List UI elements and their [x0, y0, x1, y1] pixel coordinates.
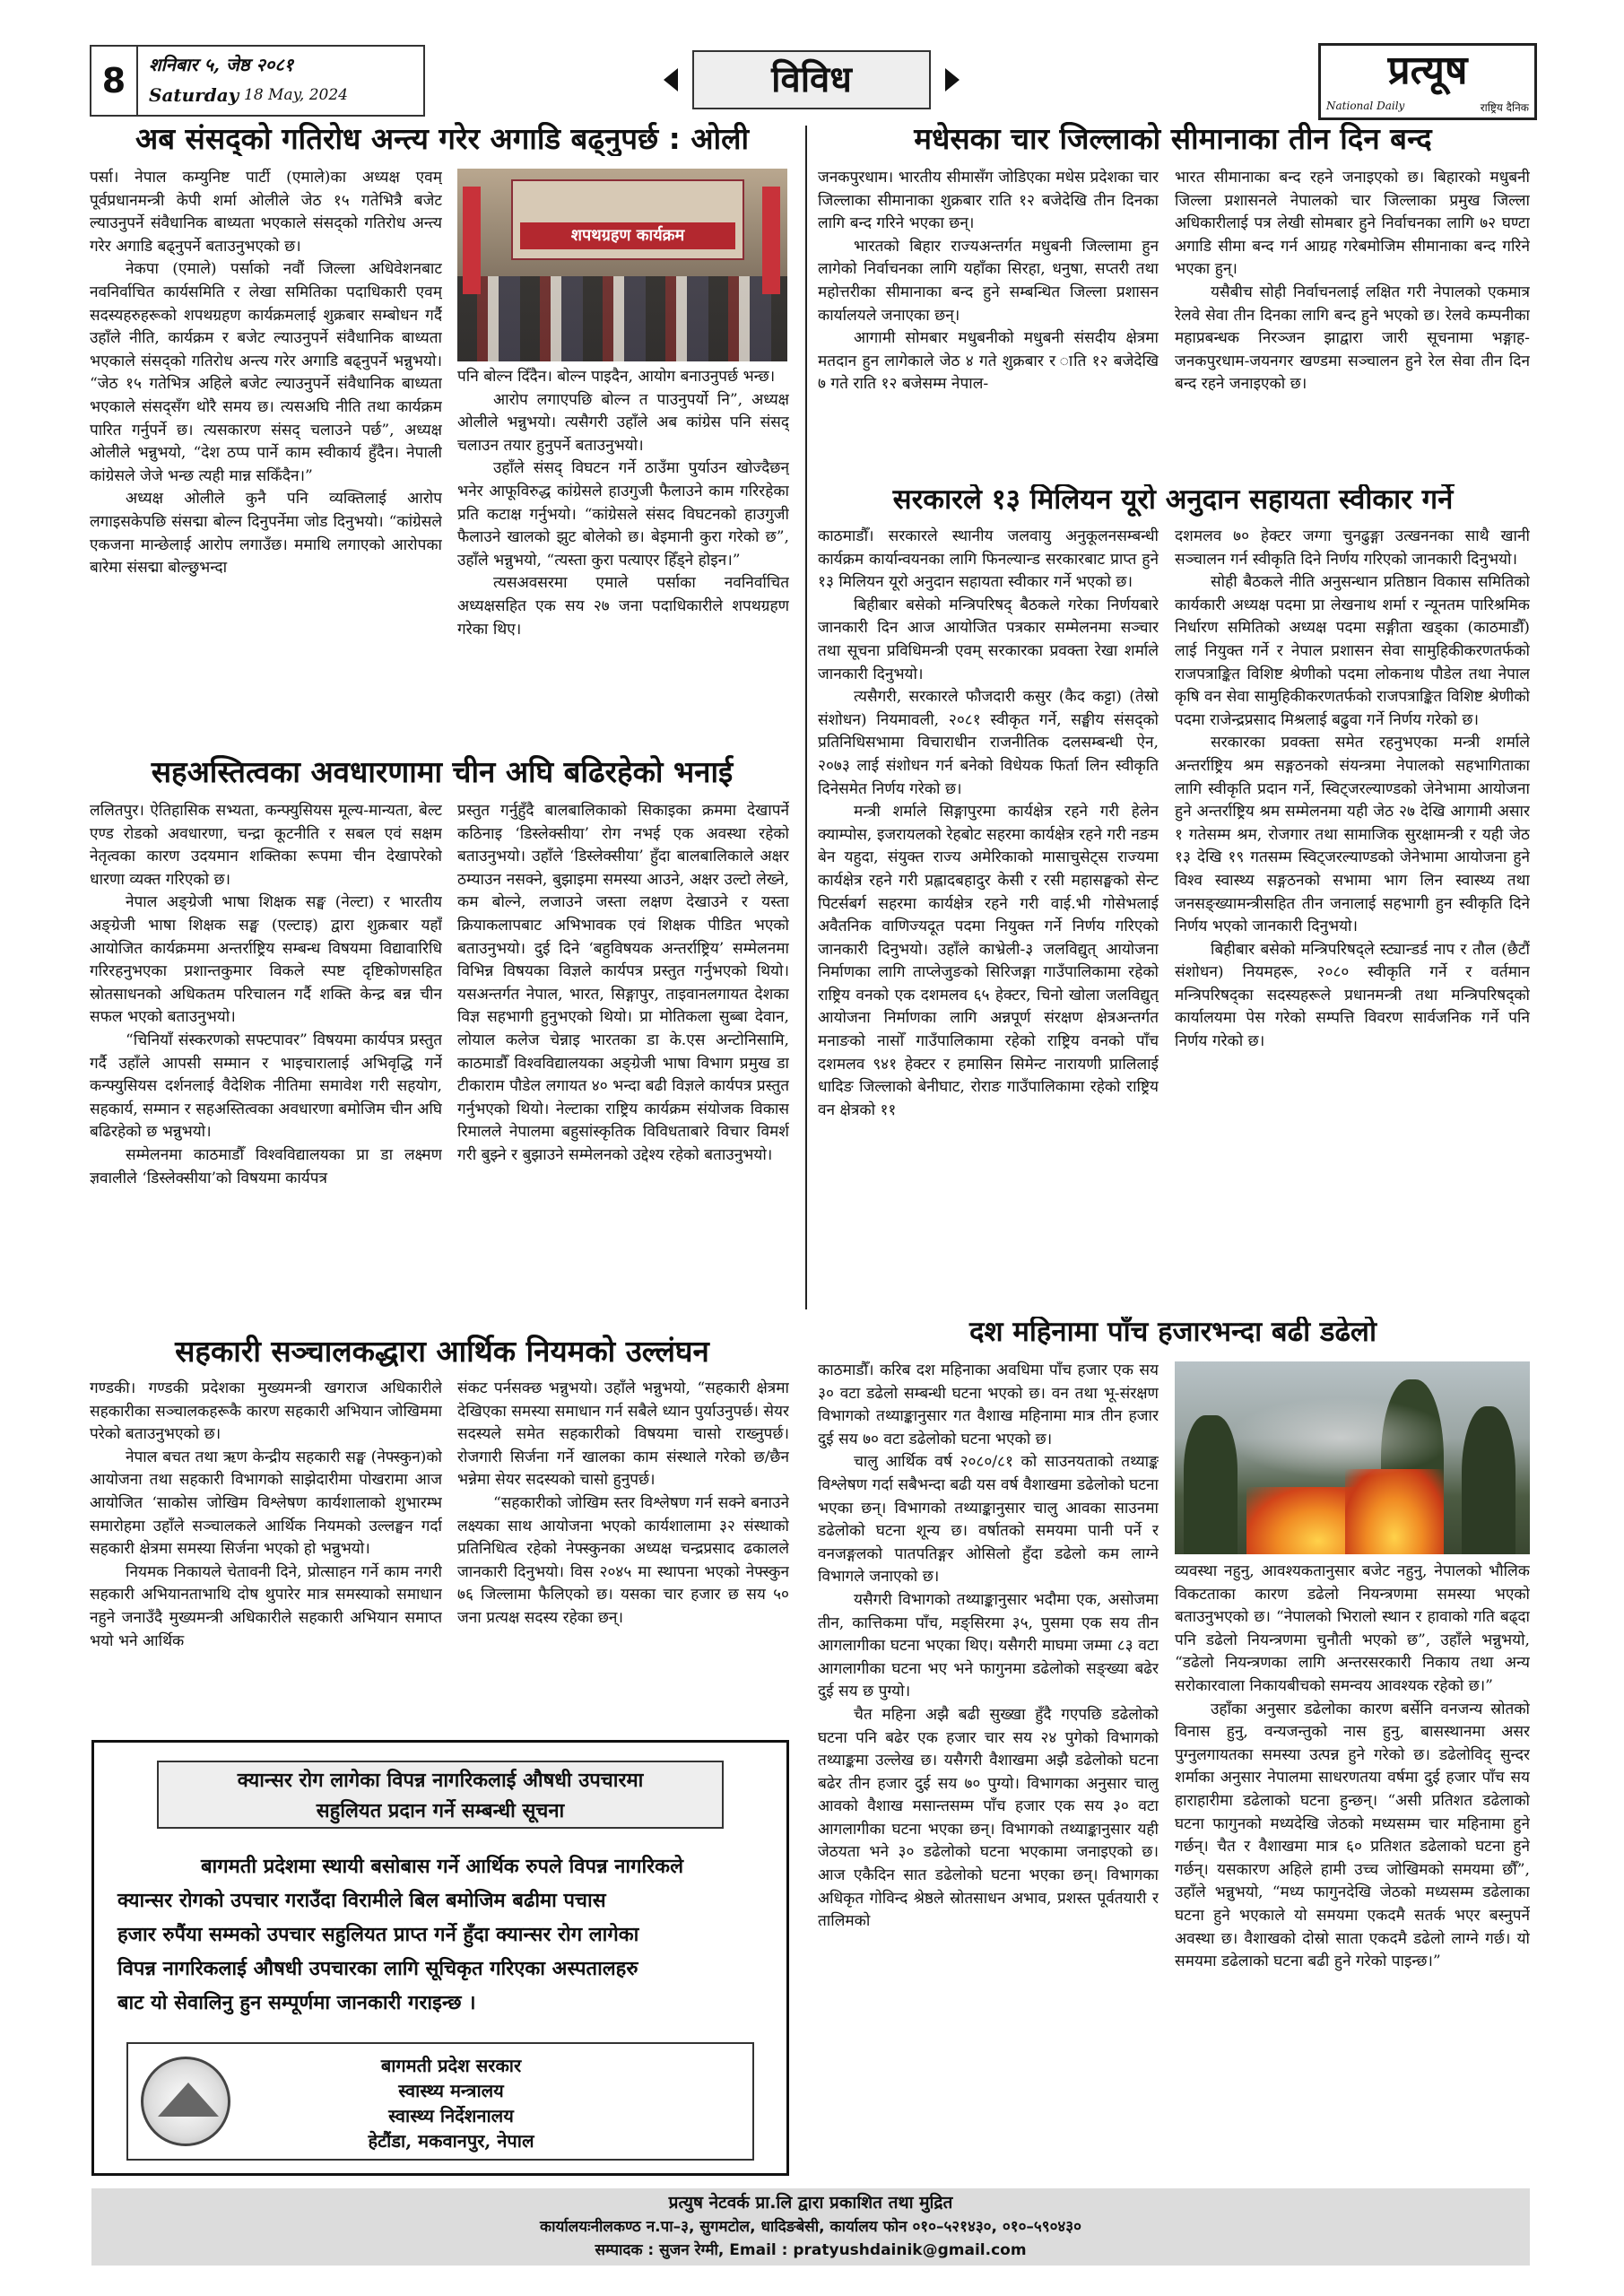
paragraph: उहाँका अनुसार डढेलोका कारण बर्सेनि वनजन्य स्रोतको विनास हुनु, वन्यजन्तुको नास हुनु, बासस्थानमा असर पुग्नुलगायतका समस्या उत्पन्न हुने गरेको छ। डढेलोविद् सुन्दर शर्माका अनुसार नेपालमा साधरणतया वर्षमा दुई हजार पाँच सय हाराहारीमा डढेलाको घटना हुन्छन्। “असी प्रतिशत डढेलाको घटना फागुनको मध्यदेखि जेठको मध्यसम्म चार महिनामा हुने गर्छन्। चैत र वैशाखमा मात्र ६० प्रतिशत डढेलाको घटना हुने गर्छन्। यसकारण अहिले हामी उच्च जोखिमको समयमा छौँ”, उहाँले भन्नुभयो, “मध्य फागुनदेखि जेठको मध्यसम्म डढेलाका घटना हुने भएकाले यो समयमा एकदमै सतर्क भएर बस्नुपर्ने अवस्था छ। वैशाखको दोस्रो साता एकदमै डढेलो लाग्ने गर्छ। यो समयमा डढेलाको घटना बढी हुने गरेको पाइन्छ।”: [1175, 1700, 1530, 1971]
logo-title: प्रत्यूष: [1387, 48, 1468, 93]
footer-editor: सम्पादक : सुजन रेग्मी, Email : pratyushdainik@gmail.com: [595, 2241, 1027, 2259]
paragraph: गण्डकी। गण्डकी प्रदेशका मुख्यमन्त्री खगराज अधिकारीले सहकारीका सञ्चालकहरूकै कारण सहकारी अभियान जोखिममा परेको बताउनुभएको छ।: [90, 1379, 442, 1444]
madhesh-col1: [818, 167, 1159, 476]
logo-subtitle-right: राष्ट्रिय दैनिक: [1480, 101, 1529, 114]
section-banner: [664, 45, 960, 117]
notice-body-line: हजार रुपैंया सम्मको उपचार सहुलियत प्राप्त गर्ने हुँदा क्यान्सर रोग लागेका: [117, 1924, 639, 1946]
crowd-shape: [457, 276, 787, 361]
smoke-shape: [1229, 1397, 1453, 1478]
paragraph: पर्सा। नेपाल कम्युनिष्ट पार्टी (एमाले)का अध्यक्ष एवम् पूर्वप्रधानमन्त्री केपी शर्मा ओलीले जेठ १५ गतेभित्रै बजेट ल्याउनुपर्ने संवैधानिक बाध्यता भएकाले संसद्को गतिरोध अन्त्य गरेर अगाडि बढ्नुपर्ने बताउनुभएको छ।: [90, 169, 442, 256]
madhesh-col2: [1175, 167, 1530, 476]
sahakari-col1: [90, 1378, 442, 1732]
paragraph: “सहकारीको जोखिम स्तर विश्लेषण गर्न सक्ने बनाउने लक्ष्यका साथ आयोजना भएको कार्यशालामा ३२ संस्थाको प्रतिनिधित्व रहेको नेफ्स्कुनका अध्यक्ष चन्द्रप्रसाद ढकालले जानकारी दिनुभयो। विस २०४५ मा स्थापना भएको नेफ्स्कुन ७६ जिल्लामा फैलिएको छ। यसका चार हजार छ सय ५० जना प्रत्यक्ष सदस्य रहेका छन्।: [457, 1493, 789, 1627]
oli-col1: [90, 167, 442, 703]
notice-org-text: [254, 2053, 648, 2153]
emblem-mountain-shape: [158, 2083, 219, 2117]
logo-subtitle-left: National Daily: [1326, 100, 1405, 112]
notice-body-line: बागमती प्रदेशमा स्थायी बसोबास गर्ने आर्थिक रुपले विपन्न नागरिकले: [201, 1856, 683, 1878]
paragraph: सोही बैठकले नीति अनुसन्धान प्रतिष्ठान विकास समितिको कार्यकारी अध्यक्ष पदमा प्रा लेखनाथ शर्मा र न्यूनतम पारिश्रमिक निर्धारण समितिको अध्यक्ष पदमा सङ्गीता खड्का (काठमाडौँ) लाई नियुक्त गर्ने र नेपाल प्रशासन सेवा सामुहिकीकरणतर्फको राजपत्राङ्कित विशिष्ट श्रेणीको पदमा लोकनाथ पौडेल तथा नेपाल कृषि वन सेवा सामुहिकीकरणतर्फको राजपत्राङ्कित विशिष्ट श्रेणीको पदमा राजेन्द्रप्रसाद मिश्रलाई बढुवा गर्ने निर्णय गरेको छ।: [1175, 573, 1530, 729]
paragraph: चैत महिना अझै बढी सुख्खा हुँदै गएपछि डढेलोको घटना पनि बढेर एक हजार चार सय २४ पुगेको विभागको तथ्याङ्कमा उल्लेख छ। यसैगरी वैशाखमा अझै डढेलोको घटना बढेर तीन हजार दुई सय ७० पुग्यो। विभागका अनुसार चालु आवको वैशाख मसान्तसम्म पाँच हजार एक सय ३० वटा आगलागीका घटना भएका छन्। विभागको तथ्याङ्कानुसार यही जेठयता भने ३० डढेलोको घटना भएकामा जनाइएको छ। आज एकैदिन सात डढेलोको घटना भएका छन्। विभागका अधिकृत गोविन्द श्रेष्ठले स्रोतसाधन अभाव, प्रशस्त पूर्वतयारी र तालिमको: [818, 1705, 1159, 1931]
arrow-right-icon: [945, 68, 960, 91]
fire-headline: दश महिनामा पाँच हजारभन्दा बढी डढेलो: [969, 1317, 1376, 1348]
sahakari-col2: [457, 1378, 789, 1732]
paragraph: आगामी सोमबार मधुबनीको मधुबनी संसदीय क्षेत्रमा मतदान हुन लागेकाले जेठ ४ गते शुक्रबार र ाति १२ बजेदेखि ७ गते राति १२ बजेसम्म नेपाल-: [818, 329, 1159, 394]
paragraph: पनि बोल्न दिँदैन। बोल्न पाइदैन, आयोग बनाउनुपर्छ भन्छ।: [457, 368, 776, 386]
footer: [91, 2188, 1530, 2266]
oli-event-photo: [457, 169, 787, 361]
arrow-left-icon: [664, 68, 678, 91]
paragraph: व्यवस्था नहुनु, आवश्यकतानुसार बजेट नहुनु, नेपालको भौलिक विकटताका कारण डढेलो नियन्त्रणमा समस्या भएको बताउनुभएको छ। “नेपालको भिरालो स्थान र हावाको गति बढ्दा पनि डढेलो नियन्त्रणमा चुनौती भएको छ”, उहाँले भन्नुभयो, “डढेलो नियन्त्रणका लागि अन्तरसरकारी निकाय तथा अन्य सरोकारवाला निकायबीचको समन्वय आवश्यक रहेको छ।”: [1175, 1562, 1530, 1695]
oli-headline: अब संसद्को गतिरोध अन्त्य गरेर अगाडि बढ्नुपर्छ : ओली: [135, 122, 749, 156]
section-title: विविध: [692, 50, 931, 109]
paragraph: नेपाल अङ्ग्रेजी भाषा शिक्षक सङ्घ (नेल्टा) र भारतीय अङ्ग्रेजी भाषा शिक्षक सङ्घ (एल्टाइ) द्वारा शुक्रबार यहाँ आयोजित कार्यक्रममा अन्तर्राष्ट्रिय सम्बन्ध विषयमा विद्यावारिधि गरिरहनुभएका प्रशान्तकुमार विकले स्पष्ट दृष्टिकोणसहित स्रोतसाधनको अधिकतम परिचालन गर्दै शक्ति केन्द्र बन्न चीन सफल भएको बताउनुभयो।: [90, 893, 442, 1027]
paragraph: त्यसैगरी, सरकारले फौजदारी कसुर (कैद कट्टा) (तेस्रो संशोधन) नियमावली, २०८१ स्वीकृत गर्ने, सङ्घीय संसद्को प्रतिनिधिसभामा विचाराधीन राजनीतिक दलसम्बन्धी ऐन, २०७३ लाई संशोधन गर्न बनेको विधेयक फिर्ता लिन स्वीकृति दिनेसमेत निर्णय गरेको छ।: [818, 688, 1159, 798]
notice-title-line1: क्यान्सर रोग लागेका विपन्न नागरिकलाई औषधी उपचारमा: [237, 1770, 644, 1792]
tree-shape: [1462, 1406, 1515, 1554]
footer-office: कार्यालयःनीलकण्ठ न.पा–३, सुगमटोल, धादिङबेसी, कार्यालय फोन ०१०–५२१४३०, ०१०–५९०४३०: [540, 2218, 1081, 2236]
fire-col1: [818, 1360, 1159, 2176]
date-english: 18 May, 2024: [244, 86, 348, 104]
divider: [805, 126, 807, 1309]
paragraph: बिहीबार बसेको मन्त्रिपरिषद्ले स्ट्यान्डर्ड नाप र तौल (छैटौं संशोधन) नियमहरू, २०८० स्वीकृति गर्ने र वर्तमान मन्त्रिपरिषद्का सदस्यहरूले प्रधानमन्त्री तथा मन्त्रिपरिषद्को कार्यालयमा पेस गरेको सम्पत्ति विवरण सार्वजनिक गर्ने पनि निर्णय गरेको छ।: [1175, 940, 1530, 1051]
government-emblem-icon: [141, 2057, 230, 2146]
paragraph: अध्यक्ष ओलीले कुनै पनि व्यक्तिलाई आरोप लगाइसकेपछि संसद्मा बोल्न दिनुपर्नेमा जोड दिनुभयो। “कांग्रेसले एकजना मान्छेलाई आरोप लगाउँछ। ममाथि लगाएको आरोपका बारेमा संसद्मा बोल्छुभन्दा: [90, 490, 442, 578]
paragraph: काठमाडौँ। करिब दश महिनाका अवधिमा पाँच हजार एक सय ३० वटा डढेलो सम्बन्धी घटना भएको छ। वन तथा भू-संरक्षण विभागको तथ्याङ्कानुसार गत वैशाख महिनामा मात्र तीन हजार दुई सय ७० वटा डढेलोको घटना भएको छ।: [818, 1361, 1159, 1448]
notice-title-line2: सहुलियत प्रदान गर्ने सम्बन्धी सूचना: [316, 1800, 565, 1822]
paragraph: उहाँले संसद् विघटन गर्ने ठाउँमा पुर्याउन खोज्दैछन् भनेर आफूविरुद्ध कांग्रेसले हाउगुजी फैलाउने काम गरिरहेका प्रति कटाक्ष गर्नुभयो। “कांग्रेसले संसद विघटनको हाउगुजी फैलाउने खालको झुट बोलेको छ। बेइमानी कुरा गरेको छ”, उहाँले भन्नुभयो, “त्यस्ता कुरा पत्याएर हिँड्ने होइन।”: [457, 459, 789, 570]
org-line: स्वास्थ्य निर्देशनालय: [388, 2105, 514, 2126]
date-english-day: Saturday: [149, 84, 239, 106]
euro-col1: [818, 526, 1159, 1324]
sahakari-headline: सहकारी सञ्चालकद्धारा आर्थिक नियमको उल्लंघन: [175, 1335, 709, 1369]
china-col2: [457, 800, 789, 1327]
euro-headline: सरकारले १३ मिलियन यूरो अनुदान सहायता स्वीकार गर्ने: [892, 484, 1454, 516]
flame-shape: [1345, 1469, 1444, 1554]
paragraph: नियमक निकायले चेतावनी दिने, प्रोत्साहन गर्ने काम नगरी सहकारी अभियानताभाथि दोष थुपारेर मात्र समस्याको समाधान नहुने जनाउँदै मुख्यमन्त्री अधिकारीले सहकारी अभियान समाप्त भयो भने आर्थिक: [90, 1562, 442, 1650]
masthead-date-box: [90, 45, 425, 117]
paragraph: सरकारका प्रवक्ता समेत रहनुभएका मन्त्री शर्माले अन्तर्राष्ट्रिय श्रम सङ्गठनको संयन्त्रमा नेपालको सहभागिताका लागि स्वीकृति प्रदान गर्ने, स्विट्जरल्याण्डको जेनेभामा आयोजना हुने अन्तर्राष्ट्रिय श्रम सम्मेलनमा यही जेठ २७ देखि आगामी असार १ गतेसम्म श्रम, रोजगार तथा सामाजिक सुरक्षामन्त्री र यही जेठ १३ देखि १९ गतसम्म स्विट्जरल्याण्डको जेनेभामा आयोजना हुने विश्व स्वास्थ्य सङ्गठनको सभामा भाग लिन स्वास्थ्य तथा जनसङ्ख्यामन्त्रीसहित तीन जनालाई सहभागी हुन स्वीकृति दिने निर्णय भएको जानकारी दिनुभयो।: [1175, 734, 1530, 936]
org-line: बागमती प्रदेश सरकार: [380, 2055, 522, 2076]
paragraph: जनकपुरधाम। भारतीय सीमासँग जोडिएका मधेस प्रदेशका चार जिल्लाका सीमानाका शुक्रबार राति १२ बजेदेखि तीन दिनका लागि बन्द गरिने भएका छन्।: [818, 169, 1159, 233]
footer-publisher: प्रत्युष नेटवर्क प्रा.लि द्वारा प्रकाशित तथा मुद्रित: [668, 2193, 953, 2213]
paragraph: चालु आर्थिक वर्ष २०८०/८१ को साउनयताको तथ्याङ्क विश्लेषण गर्दा सबैभन्दा बढी यस वर्ष वैशाखमा डढेलोको घटना भएका छन्। विभागको तथ्याङ्कानुसार चालु आवका साउनमा डढेलोको घटना शून्य छ। वर्षातको समयमा पानी पर्ने र वनजङ्गलको पातपतिङ्गर ओसिलो हुँदा डढेलो कम लाग्ने विभागले जनाएको छ।: [818, 1453, 1159, 1587]
paragraph: संकट पर्नसक्छ भन्नुभयो। उहाँले भन्नुभयो, “सहकारी क्षेत्रमा देखिएका समस्या समाधान गर्न सबैले ध्यान पुर्याउनुपर्छ। सेयर सदस्यले समेत सहकारीको विषयमा चासो राख्नुपर्छ। रोजगारी सिर्जना गर्ने खालका काम संस्थाले गरेको छ/छैन भन्नेमा सेयर सदस्यको चासो हुनुपर्छ।: [457, 1379, 789, 1490]
oli-col2: [457, 366, 789, 705]
banner-label: शपथग्रहण कार्यक्रम: [520, 222, 735, 249]
notice-org-box: [126, 2042, 754, 2161]
euro-col2: [1175, 526, 1530, 1324]
paragraph: भारत सीमानाका बन्द रहने जनाइएको छ। बिहारको मधुबनी जिल्ला प्रशासनले नेपालको चार जिल्लाका प्रमुख जिल्ला अधिकारीलाई पत्र लेखी सोमबार हुने निर्वाचनका लागि ७२ घण्टा अगाडि सीमा बन्द गर्न आग्रह गरेबमोजिम सीमानाका बन्द गरिने भएका हुन्।: [1175, 169, 1530, 279]
paragraph: सम्मेलनमा काठमाडौँ विश्वविद्यालयका प्रा डा लक्ष्मण ज्ञवालीले ‘डिस्लेक्सीया’को विषयमा कार्यपत्र: [90, 1145, 442, 1187]
paragraph: नेपाल बचत तथा ऋण केन्द्रीय सहकारी सङ्घ (नेफ्स्कुन)को आयोजना तथा सहकारी विभागको साझेदारीमा पोखरामा आज आयोजित ‘साकोस जोखिम विश्लेषण कार्यशालाको शुभारम्भ समारोहमा उहाँले सञ्चालकले आर्थिक नियमको उल्लङ्घन गर्दा सहकारी क्षेत्रमा समस्या सिर्जना भएको हो भन्नुभयो।: [90, 1448, 442, 1559]
logo: [1318, 43, 1537, 120]
notice-body: [117, 1850, 767, 2021]
health-notice: [91, 1740, 789, 2176]
date-nepali: शनिबार ५, जेष्ठ २०८१: [149, 54, 294, 75]
notice-body-line: विपन्न नागरिकलाई औषधी उपचारका लागि सूचिकृत गरिएका अस्पतालहरु: [117, 1958, 638, 1980]
china-col1: [90, 800, 442, 1327]
fire-col2: [1175, 1561, 1530, 2178]
paragraph: मन्त्री शर्माले सिङ्गापुरमा कार्यक्षेत्र रहने गरी हेलेन क्याम्पोस, इजरायलको रेहबोट सहरमा कार्यक्षेत्र रहने गरी नङम बेन यहुदा, संयुक्त राज्य अमेरिकाको मासाचुसेट्स राज्यमा कार्यक्षेत्र रहने गरी प्रह्लादबहादुर केसी र रसी महासङ्घको सेन्ट पिटर्सबर्ग सहरमा कार्यक्षेत्र रहने गरी वाई.भी गोसेभलाई अवैतनिक वाणिज्यदूत पदमा नियुक्त गर्ने निर्णय गरिएको जानकारी दिनुभयो। उहाँले काभ्रेली-३ जलविद्युत् आयोजना निर्माणका लागि ताप्लेजुङको सिरिजङ्गा गाउँपालिकामा रहेको राष्ट्रिय वनको एक दशमलव ६५ हेक्टर, चिनो खोला जलविद्युत् आयोजना निर्माणका लागि अन्नपूर्ण संरक्षण क्षेत्रअन्तर्गत मनाङको नासोँ गाउँपालिकामा रहेको राष्ट्रिय वनको पाँच दशमलव ९४१ हेक्टर र हमासिन सिमेन्ट नारायणी प्रालिलाई धादिङ जिल्लाको बेनीघाट, रोराङ गाउँपालिकामा रहेको राष्ट्रिय वन क्षेत्रको ११: [818, 803, 1159, 1119]
paragraph: आरोप लगाएपछि बोल्न त पाउनुपर्यो नि”, अध्यक्ष ओलीले भन्नुभयो। त्यसैगरी उहाँले अब कांग्रेस पनि संसद् चलाउन तयार हुनुपर्ने बताउनुभयो।: [457, 390, 789, 455]
paragraph: काठमाडौँ। सरकारले स्थानीय जलवायु अनुकूलनसम्बन्धी कार्यक्रम कार्यान्वयनका लागि फिनल्यान्ड सरकारबाट प्राप्त हुने १३ मिलियन यूरो अनुदान सहायता स्वीकार गर्ने भएको छ।: [818, 527, 1159, 592]
paragraph: यसैबीच सोही निर्वाचनलाई लक्षित गरी नेपालको एकमात्र रेलवे सेवा तीन दिनका लागि बन्द हुने भएको छ। रेलवे कम्पनीका महाप्रबन्धक निरञ्जन झाद्वारा जारी सूचनामा भङ्गाह-जनकपुरधाम-जयनगर खण्डमा सञ्चालन हुने रेल सेवा तीन दिन बन्द रहने जनाइएको छ।: [1175, 283, 1530, 394]
page-number: 8: [91, 47, 138, 115]
paragraph: ललितपुर। ऐतिहासिक सभ्यता, कन्फ्युसियस मूल्य-मान्यता, बेल्ट एण्ड रोडको अवधारणा, चन्द्रा कूटनीति र सबल एवं सक्षम नेतृत्वका कारण उदयमान शक्तिका रूपमा चीन देखापरेको धारणा व्यक्त गरिएको छ।: [90, 802, 442, 889]
org-line: स्वास्थ्य मन्त्रालय: [398, 2080, 504, 2101]
paragraph: दशमलव ७० हेक्टर जग्गा चुनढुङ्गा उत्खननका साथै खानी सञ्चालन गर्न स्वीकृति दिने निर्णय गरिएको जानकारी दिनुभयो।: [1175, 527, 1530, 569]
flag-shape: [762, 187, 780, 294]
flag-shape: [463, 187, 481, 294]
org-line: हेटौंडा, मकवानपुर, नेपाल: [368, 2130, 534, 2152]
paragraph: यसैगरी विभागको तथ्याङ्कानुसार भदौमा एक, असोजमा तीन, कात्तिकमा पाँच, मङ्सिरमा ३५, पुसमा एक सय तीन आगलागीका घटना भएका थिए। यसैगरी माघमा जम्मा ८३ वटा आगलागीका घटना भए भने फागुनमा डढेलोको सङ्ख्या बढेर दुई सय छ पुग्यो।: [818, 1590, 1159, 1701]
forest-fire-photo: [1175, 1361, 1530, 1554]
paragraph: त्यसअवसरमा एमाले पर्साका नवनिर्वाचित अध्यक्षसहित एक सय २७ जना पदाधिकारीले शपथग्रहण गरेका थिए।: [457, 574, 789, 639]
madhesh-headline: मधेसका चार जिल्लाको सीमानाका तीन दिन बन्द: [914, 122, 1432, 156]
notice-body-line: बाट यो सेवालिनु हुन सम्पूर्णमा जानकारी गराइन्छ ।: [117, 1992, 476, 2014]
notice-body-line: क्यान्सर रोगको उपचार गराउँदा विरामीले बिल बमोजिम बढीमा पचास: [117, 1890, 606, 1912]
notice-title-box: [157, 1761, 724, 1829]
china-headline: सहअस्तित्वका अवधारणामा चीन अघि बढिरहेको भनाई: [151, 755, 734, 789]
paragraph: “चिनियाँ संस्करणको सफ्टपावर” विषयमा कार्यपत्र प्रस्तुत गर्दै उहाँले आपसी सम्मान र भाइचारालाई अभिवृद्धि गर्ने कन्फ्युसियस दर्शनलाई वैदेशिक नीतिमा समावेश गरी सहयोग, सहकार्य, सम्मान र सहअस्तित्वका अवधारणा बमोजिम चीन अघि बढिरहेको छ भन्नुभयो।: [90, 1031, 442, 1142]
paragraph: बिहीबार बसेको मन्त्रिपरिषद् बैठकले गरेका निर्णयबारे जानकारी दिन आज आयोजित पत्रकार सम्मेलनमा सञ्चार तथा सूचना प्रविधिमन्त्री एवम् सरकारका प्रवक्ता रेखा शर्माले जानकारी दिनुभयो।: [818, 596, 1159, 683]
paragraph: भारतको बिहार राज्यअन्तर्गत मधुबनी जिल्लामा हुन लागेको निर्वाचनका लागि यहाँका सिरहा, धनुषा, सप्तरी तथा महोत्तरीका सीमानाका बन्द हुने सम्बन्धित जिल्ला प्रशासन कार्यालयले जनाएका छन्।: [818, 237, 1159, 325]
paragraph: नेकपा (एमाले) पर्साको नवौं जिल्ला अधिवेशनबाट नवनिर्वाचित कार्यसमिति र लेखा समितिका पदाधिकारी एवम् सदस्यहरुहरूको शपथग्रहण कार्यक्रमलाई शुक्रबार सम्बोधन गर्दै उहाँले नीति, कार्यक्रम र बजेट ल्याउनुपर्ने संवैधानिक बाध्यता भएकाले संसद्को गतिरोध अन्त्य गरेर अगाडि बढ्नुपर्ने भन्नुभयो। “जेठ १५ गतेभित्र अहिले बजेट ल्याउनुपर्ने संवैधानिक बाध्यता भएकाले संसद्सँग थोरै समय छ। त्यसअघि नीति तथा कार्यक्रम पारित गर्नुपर्ने छ। त्यसकारण संसद् चलाउने पर्छ”, अध्यक्ष ओलीले भन्नुभयो, “देश ठप्प पार्ने काम स्वीकार्य हुँदैन। नेपाली कांग्रेसले जेजे भन्छ त्यही मान्न सकिँदैन।”: [90, 260, 442, 485]
paragraph: प्रस्तुत गर्नुहुँदै बालबालिकाको सिकाइका क्रममा देखापर्ने कठिनाइ ‘डिस्लेक्सीया’ रोग नभई एक अवस्था रहेको बताउनुभयो। उहाँले ‘डिस्लेक्सीया’ हुँदा बालबालिकाले अक्षर ठम्याउन नसक्ने, बुझाइमा समस्या आउने, अक्षर उल्टो लेख्ने, कम बोल्ने, लजाउने जस्ता लक्षण देखाउने र यस्ता क्रियाकलापबाट अभिभावक एवं शिक्षक पीडित भएको बताउनुभयो। दुई दिने ‘बहुविषयक अन्तर्राष्ट्रिय’ सम्मेलनमा विभिन्न विषयका विज्ञले कार्यपत्र प्रस्तुत गर्नुभएको थियो। यसअन्तर्गत नेपाल, भारत, सिङ्गापुर, ताइवानलगायत देशका विज्ञ सहभागी हुनुभएको थियो। प्रा मोतिकला सुब्बा देवान, लोयाल कलेज चेन्नाइ भारतका डा के.एस अन्टोनिसामि, काठमाडौँ विश्वविद्यालयका अङ्ग्रेजी भाषा विभाग प्रमुख डा टीकाराम पौडेल लगायत ४० भन्दा बढी विज्ञले कार्यपत्र प्रस्तुत गर्नुभएको थियो। नेल्टाका राष्ट्रिय कार्यक्रम संयोजक विकास रिमालले नेपालमा बहुसांस्कृतिक विविधताबारे विचार विमर्श गरी बुझ्ने र बुझाउने सम्मेलनको उद्देश्य रहेको बताउनुभयो।: [457, 802, 789, 1164]
